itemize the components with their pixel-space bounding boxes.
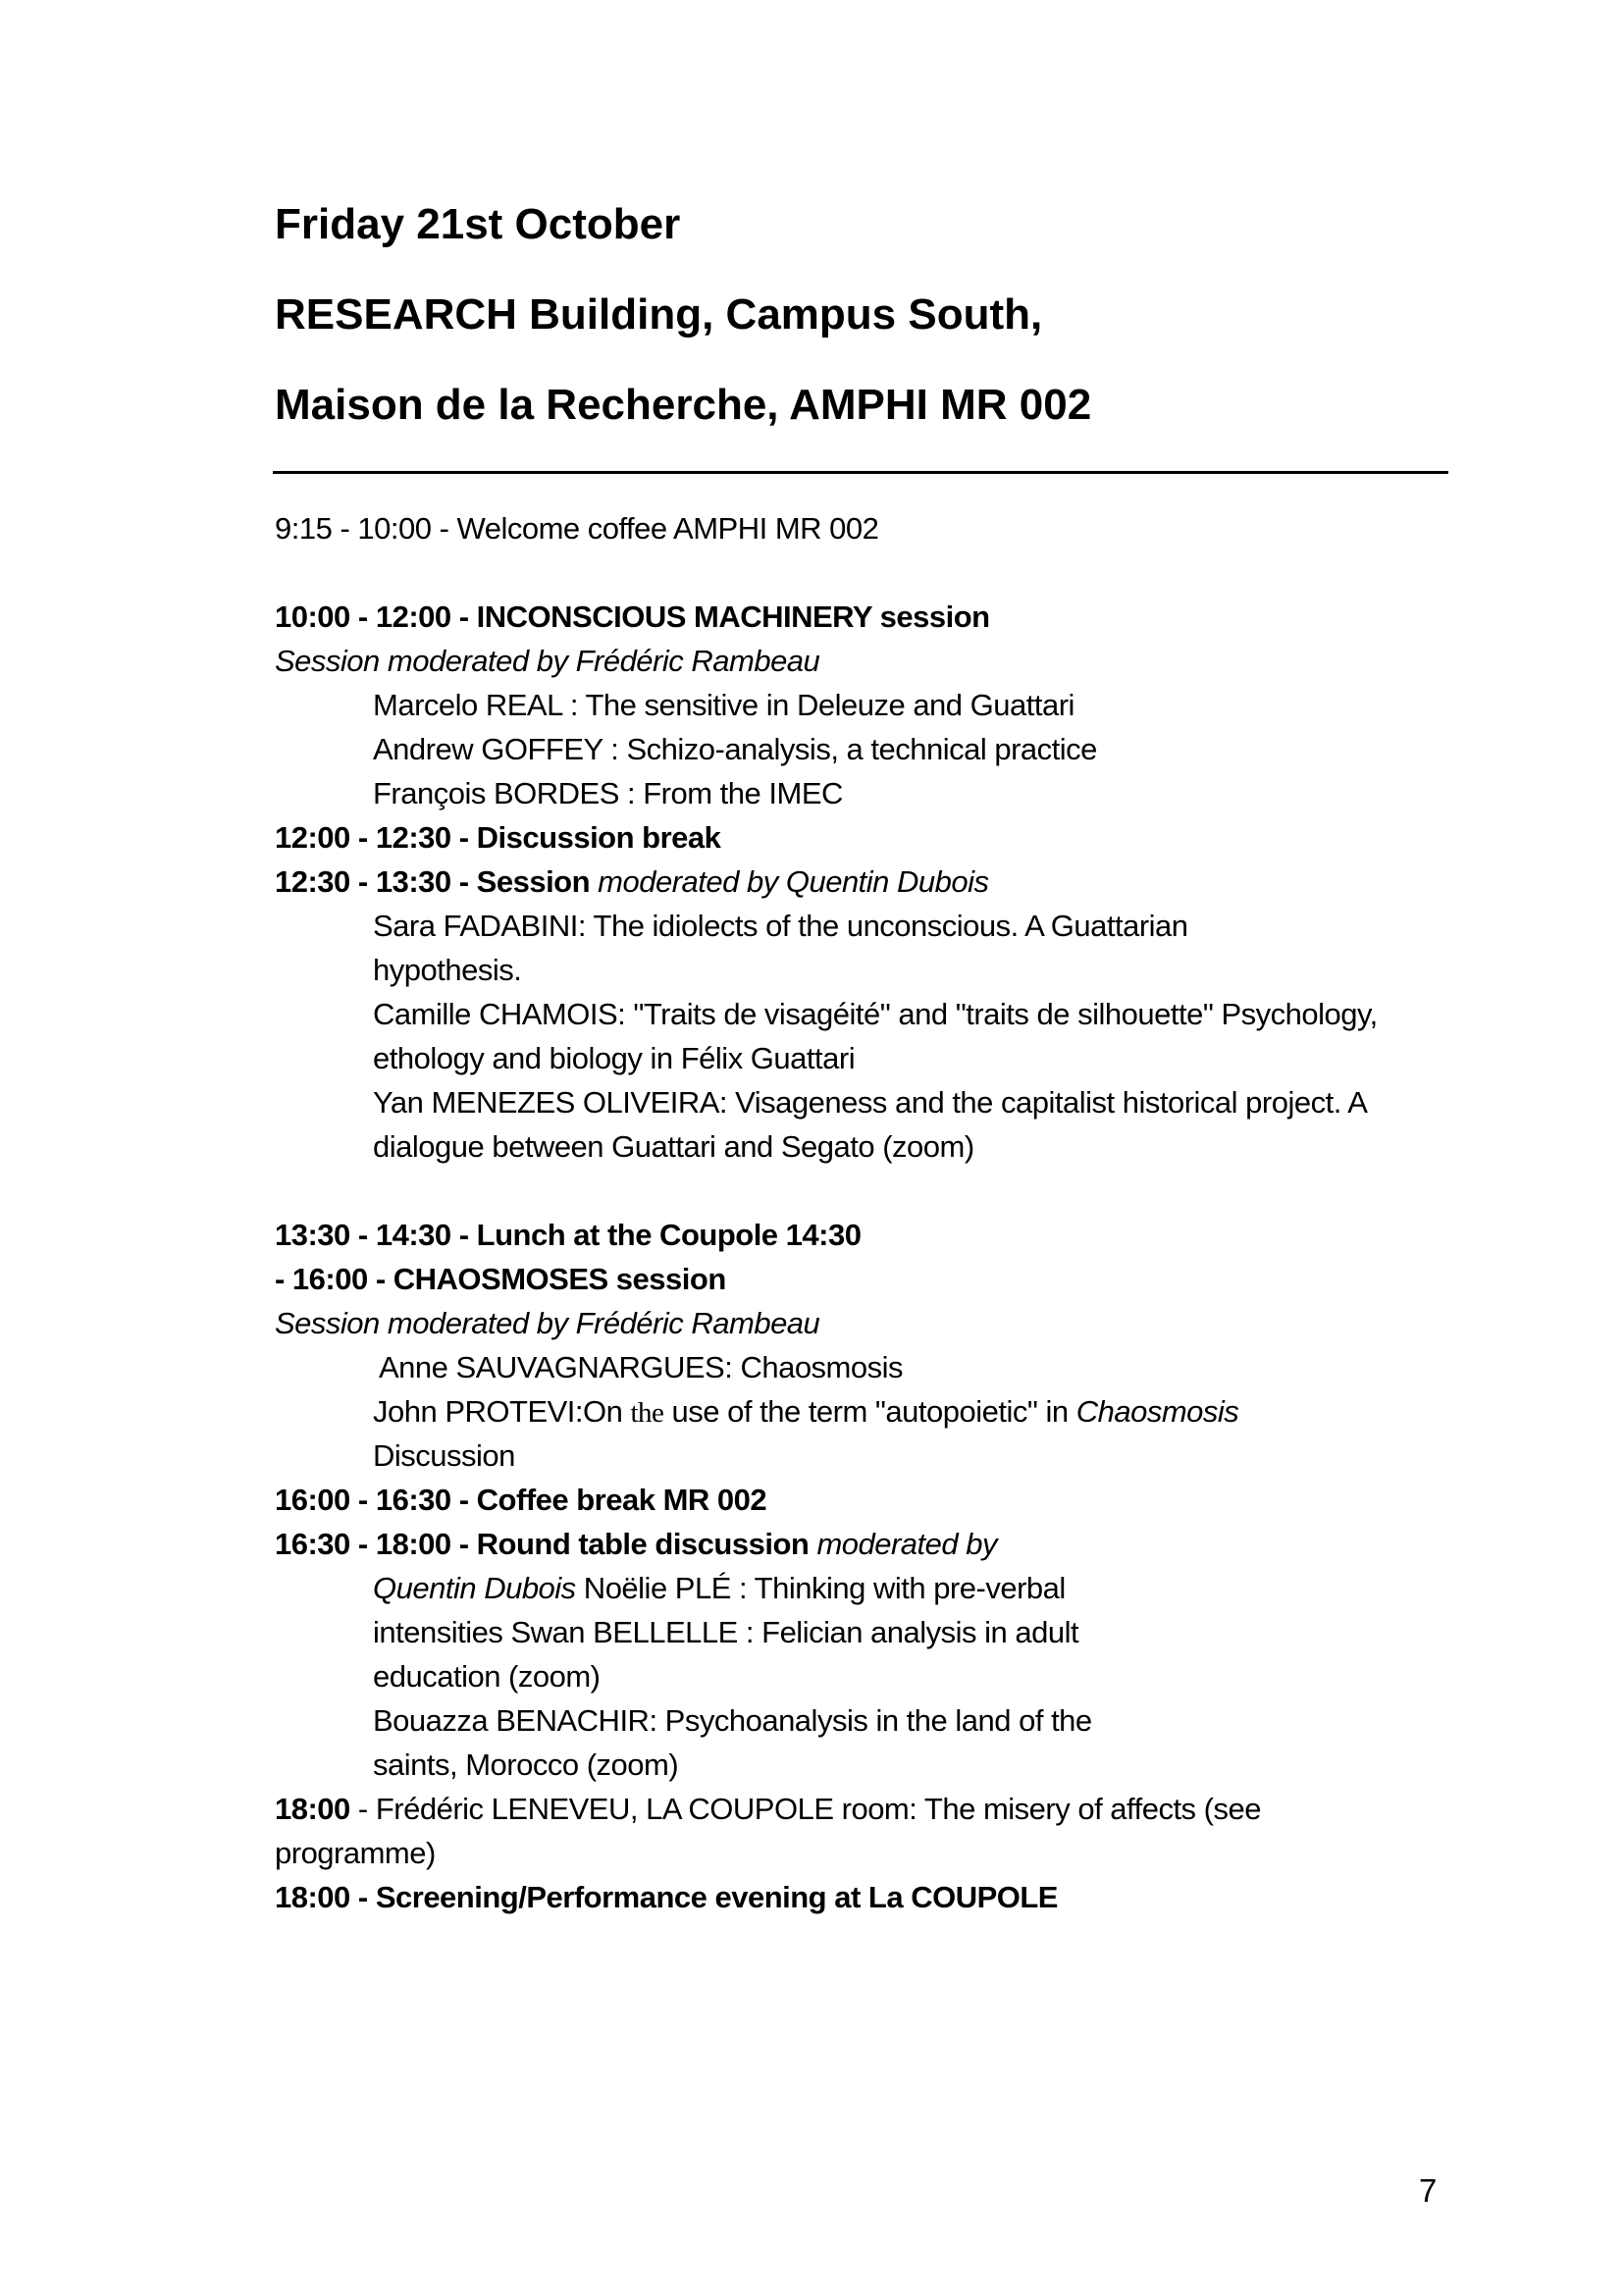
talk-item-continued: ethology and biology in Félix Guattari bbox=[373, 1041, 856, 1075]
break-item: 12:00 - 12:30 - Discussion break bbox=[275, 820, 721, 855]
talk-item-continued: education (zoom) bbox=[373, 1659, 601, 1694]
talk-item: Bouazza BENACHIR: Psychoanalysis in the land of the bbox=[373, 1703, 1092, 1738]
talk-text: Noëlie PLÉ : Thinking with pre-verbal bbox=[575, 1571, 1066, 1605]
header-divider bbox=[273, 471, 1448, 474]
talk-text-serif: the bbox=[630, 1397, 664, 1429]
session-moderator: moderated by bbox=[809, 1527, 997, 1561]
talk-item-continued: hypothesis. bbox=[373, 953, 522, 987]
talk-item bbox=[275, 1389, 1492, 1434]
evening-item: 18:00 - Screening/Performance evening at La COUPOLE bbox=[275, 1880, 1058, 1914]
page-title-room: Maison de la Recherche, AMPHI MR 002 bbox=[275, 381, 1092, 429]
session-title-line bbox=[275, 1522, 1492, 1566]
session-title: 16:30 - 18:00 - Round table discussion bbox=[275, 1527, 810, 1561]
talk-item: Marcelo REAL : The sensitive in Deleuze and Guattari bbox=[373, 688, 1074, 722]
schedule bbox=[275, 506, 1492, 1919]
talk-item: François BORDES : From the IMEC bbox=[373, 776, 843, 810]
session-title: - 16:00 - CHAOSMOSES session bbox=[275, 1262, 726, 1296]
talk-item: Anne SAUVAGNARGUES: Chaosmosis bbox=[379, 1350, 904, 1384]
talk-item: intensities Swan BELLELLE : Felician analysis in adult bbox=[373, 1615, 1079, 1649]
spacer bbox=[275, 1169, 1492, 1213]
session-moderator: Session moderated by Frédéric Rambeau bbox=[275, 1306, 820, 1340]
talk-item: Sara FADABINI: The idiolects of the unconscious. A Guattarian bbox=[373, 909, 1188, 943]
welcome-text: 9:15 - 10:00 - Welcome coffee AMPHI MR 002 bbox=[275, 511, 879, 546]
spacer bbox=[275, 550, 1492, 595]
evening-text: - Frédéric LENEVEU, LA COUPOLE room: The misery of affects (see bbox=[349, 1792, 1261, 1826]
talk-text: use of the term "autopoietic" in bbox=[663, 1394, 1076, 1429]
session-moderator: moderated by Quentin Dubois bbox=[590, 864, 989, 899]
evening-item-continued: programme) bbox=[275, 1836, 436, 1870]
break-item: 16:00 - 16:30 - Coffee break MR 002 bbox=[275, 1483, 767, 1517]
talk-item: Andrew GOFFEY : Schizo-analysis, a technical practice bbox=[373, 732, 1097, 766]
schedule-item-welcome bbox=[275, 506, 1492, 550]
lunch-item: 13:30 - 14:30 - Lunch at the Coupole 14:30 bbox=[275, 1218, 862, 1252]
session-title-line bbox=[275, 860, 1492, 904]
talk-item: Camille CHAMOIS: "Traits de visagéité" and "traits de silhouette" Psychology, bbox=[373, 997, 1378, 1031]
talk-item: Yan MENEZES OLIVEIRA: Visageness and the capitalist historical project. A bbox=[373, 1085, 1368, 1120]
talk-title-italic: Chaosmosis bbox=[1075, 1394, 1239, 1429]
moderator-name: Quentin Dubois bbox=[373, 1571, 576, 1605]
talk-item-continued: saints, Morocco (zoom) bbox=[373, 1747, 679, 1782]
page-number: 7 bbox=[1419, 2172, 1438, 2209]
page-title-date: Friday 21st October bbox=[275, 200, 681, 248]
session-moderator: Session moderated by Frédéric Rambeau bbox=[275, 644, 820, 678]
discussion-item: Discussion bbox=[373, 1438, 515, 1473]
talk-item-continued: dialogue between Guattari and Segato (zoom) bbox=[373, 1129, 974, 1164]
evening-item bbox=[275, 1787, 1492, 1831]
talk-text: John PROTEVI:On bbox=[373, 1394, 631, 1429]
session-title: 12:30 - 13:30 - Session bbox=[275, 864, 591, 899]
page-title-building: RESEARCH Building, Campus South, bbox=[275, 290, 1043, 339]
evening-time: 18:00 bbox=[275, 1792, 350, 1826]
session-title: 10:00 - 12:00 - INCONSCIOUS MACHINERY session bbox=[275, 600, 990, 634]
talk-item bbox=[275, 1566, 1492, 1610]
